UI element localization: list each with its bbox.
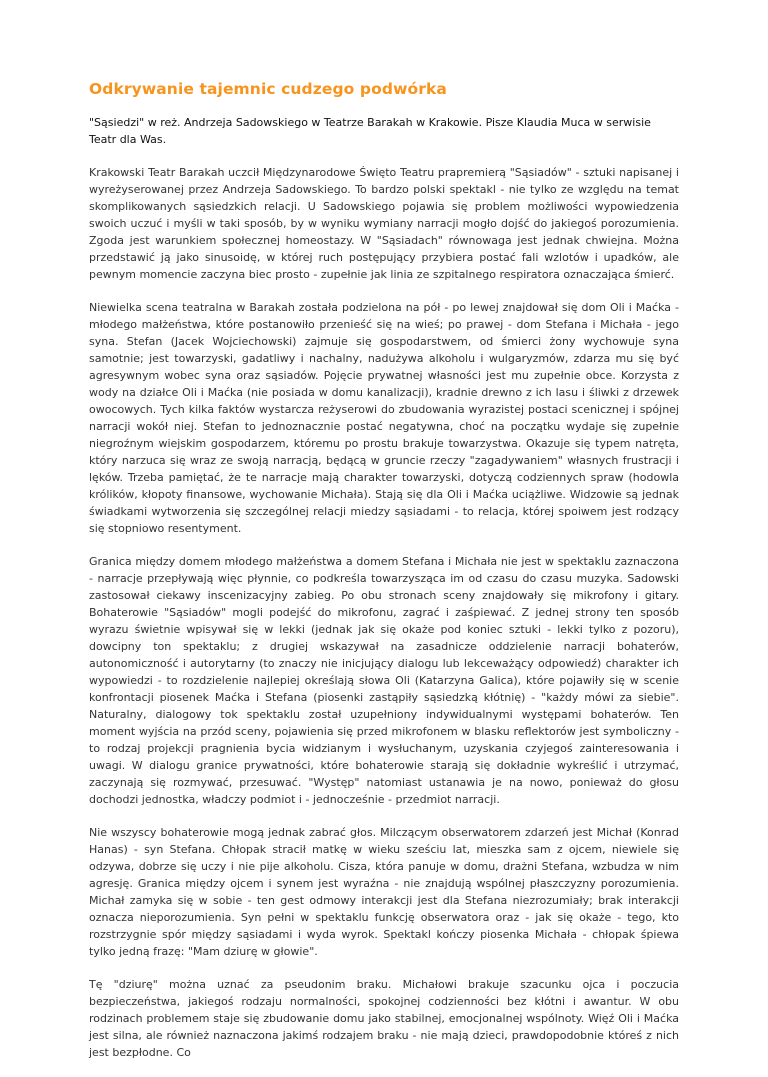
article bbox=[89, 80, 679, 1077]
article-paragraph: Nie wszyscy bohaterowie mogą jednak zabrać głos. Milczącym obserwatorem zdarzeń jest Michał (Konrad Hanas) - syn Stefana. Chłopak stracił matkę w wieku sześciu lat, mieszka sam z ojcem, niewiele się odzywa, dobrze się uczy i nie pije alkoholu. Cisza, która panuje w domu, drażni Stefana, wzbudza w nim agresję. Granica między ojcem i synem jest wyraźna - nie znajdują wspólnej płaszczyzny porozumienia. Michał zamyka się w sobie - ten gest odmowy interakcji jest dla Stefana niezrozumiały; brak interakcji oznacza nieporozumienia. Syn pełni w spektaklu funkcję obserwatora oraz - jak się okaże - tego, kto rozstrzygnie spór między sąsiadami i wyda wyrok. Spektakl kończy piosenka Michała - chłopak śpiewa tylko jedną frazę: "Mam dziurę w głowie". bbox=[89, 826, 679, 958]
article-paragraph: Tę "dziurę" można uznać za pseudonim braku. Michałowi brakuje szacunku ojca i poczucia bezpieczeństwa, jakiegoś rodzaju normalności, spokojnej codzienności bez kłótni i awantur. W obu rodzinach problemem staje się zbudowanie domu jako stabilnej, emocjonalnej wspólnoty. Więź Oli i Maćka jest silna, ale również naznaczona jakimś rodzajem braku - nie mają dzieci, prawdopodobnie któreś z nich jest bezpłodne. Co bbox=[89, 978, 679, 1059]
article-paragraph: Niewielka scena teatralna w Barakah została podzielona na pół - po lewej znajdował się dom Oli i Maćka - młodego małżeństwa, które postanowiło przenieść się na wieś; po prawej - dom Stefana i Michała - jego syna. Stefan (Jacek Wojciechowski) zajmuje się gospodarstwem, od śmierci żony wychowuje syna samotnie; jest towarzyski, gadatliwy i nachalny, nadużywa alkoholu i wulgaryzmów, zdarza mu się być agresywnym wobec syna oraz sąsiadów. Pojęcie prywatnej własności jest mu zupełnie obce. Korzysta z wody na działce Oli i Maćka (nie posiada w domu kanalizacji), kradnie drewno z ich lasu i śliwki z drzewek owocowych. Tych kilka faktów wystarcza reżyserowi do zbudowania wyrazistej postaci scenicznej i spójnej narracji wokół niej. Stefan to jednoznacznie postać negatywna, choć na początku wydaje się zupełnie niegroźnym wiejskim gospodarzem, któremu po prostu brakuje towarzystwa. Okazuje się typem natręta, który narzuca się wraz ze swoją narracją, będącą w gruncie rzeczy "zagadywaniem" własnych frustracji i lęków. Trzeba pamiętać, że te narracje mają charakter towarzyski, dotyczą codziennych spraw (hodowla królików, kłopoty finansowe, wychowanie Michała). Stają się dla Oli i Maćka uciążliwe. Widzowie są jednak świadkami wytworzenia się szczególnej relacji miedzy sąsiadami - to relacja, której spoiwem jest rodzący się stopniowo resentyment. bbox=[89, 301, 679, 535]
article-title: Odkrywanie tajemnic cudzego podwórka bbox=[89, 80, 447, 98]
article-lead: "Sąsiedzi" w reż. Andrzeja Sadowskiego w Teatrze Barakah w Krakowie. Pisze Klaudia Muca w serwisie Teatr dla Was. bbox=[89, 116, 651, 146]
article-paragraph: Krakowski Teatr Barakah uczcił Międzynarodowe Święto Teatru prapremierą "Sąsiadów" - sztuki napisanej i wyreżyserowanej przez Andrzeja Sadowskiego. To bardzo polski spektakl - nie tylko ze względu na temat skomplikowanych sąsiedzkich relacji. U Sadowskiego pojawia się problem możliwości wypowiedzenia swoich uczuć i myśli w taki sposób, by w wyniku wymiany narracji mogło dojść do jakiegoś porozumienia. Zgoda jest warunkiem społecznej homeostazy. W "Sąsiadach" równowaga jest jednak chwiejna. Można przedstawić ją jako sinusoidę, w której ruch postępujący przybiera postać fali wzlotów i upadków, ale pewnym momencie zaczyna biec prosto - zupełnie jak linia ze szpitalnego respiratora oznaczająca śmierć. bbox=[89, 166, 679, 281]
article-paragraph: Granica między domem młodego małżeństwa a domem Stefana i Michała nie jest w spektaklu zaznaczona - narracje przepływają więc płynnie, co podkreśla towarzysząca im od czasu do czasu muzyka. Sadowski zastosował ciekawy inscenizacyjny zabieg. Po obu stronach sceny znajdowały się mikrofony i gitary. Bohaterowie "Sąsiadów" mogli podejść do mikrofonu, zagrać i zaśpiewać. Z jednej strony ten sposób wyrazu świetnie wpisywał się w lekki (jednak jak się okaże pod koniec sztuki - lekki tylko z pozoru), dowcipny ton spektaklu; z drugiej wskazywał na zasadnicze oddzielenie narracji bohaterów, autonomiczność i autorytarny (to znaczy nie inicjujący dialogu lub lekceważący odpowiedź) charakter ich wypowiedzi - to rozdzielenie najlepiej określają słowa Oli (Katarzyna Galica), które pojawiły się w scenie konfrontacji piosenek Maćka i Stefana (piosenki zastąpiły sąsiedzką kłótnię) - "każdy mówi za siebie". Naturalny, dialogowy tok spektaklu został uzupełniony indywidualnymi występami bohaterów. Ten moment wyjścia na przód sceny, pojawienia się przed mikrofonem w blasku reflektorów jest symboliczny - to rodzaj projekcji pragnienia bycia widzianym i wysłuchanym, uzyskania czyjegoś zainteresowania i uwagi. W dialogu granice prywatności, które bohaterowie starają się dokładnie wykreślić i utrzymać, zaczynają się rozmywać, przesuwać. "Występ" natomiast ustanawia je na nowo, ponieważ do głosu dochodzi jednostka, władczy podmiot i - jednocześnie - przedmiot narracji. bbox=[89, 555, 679, 806]
